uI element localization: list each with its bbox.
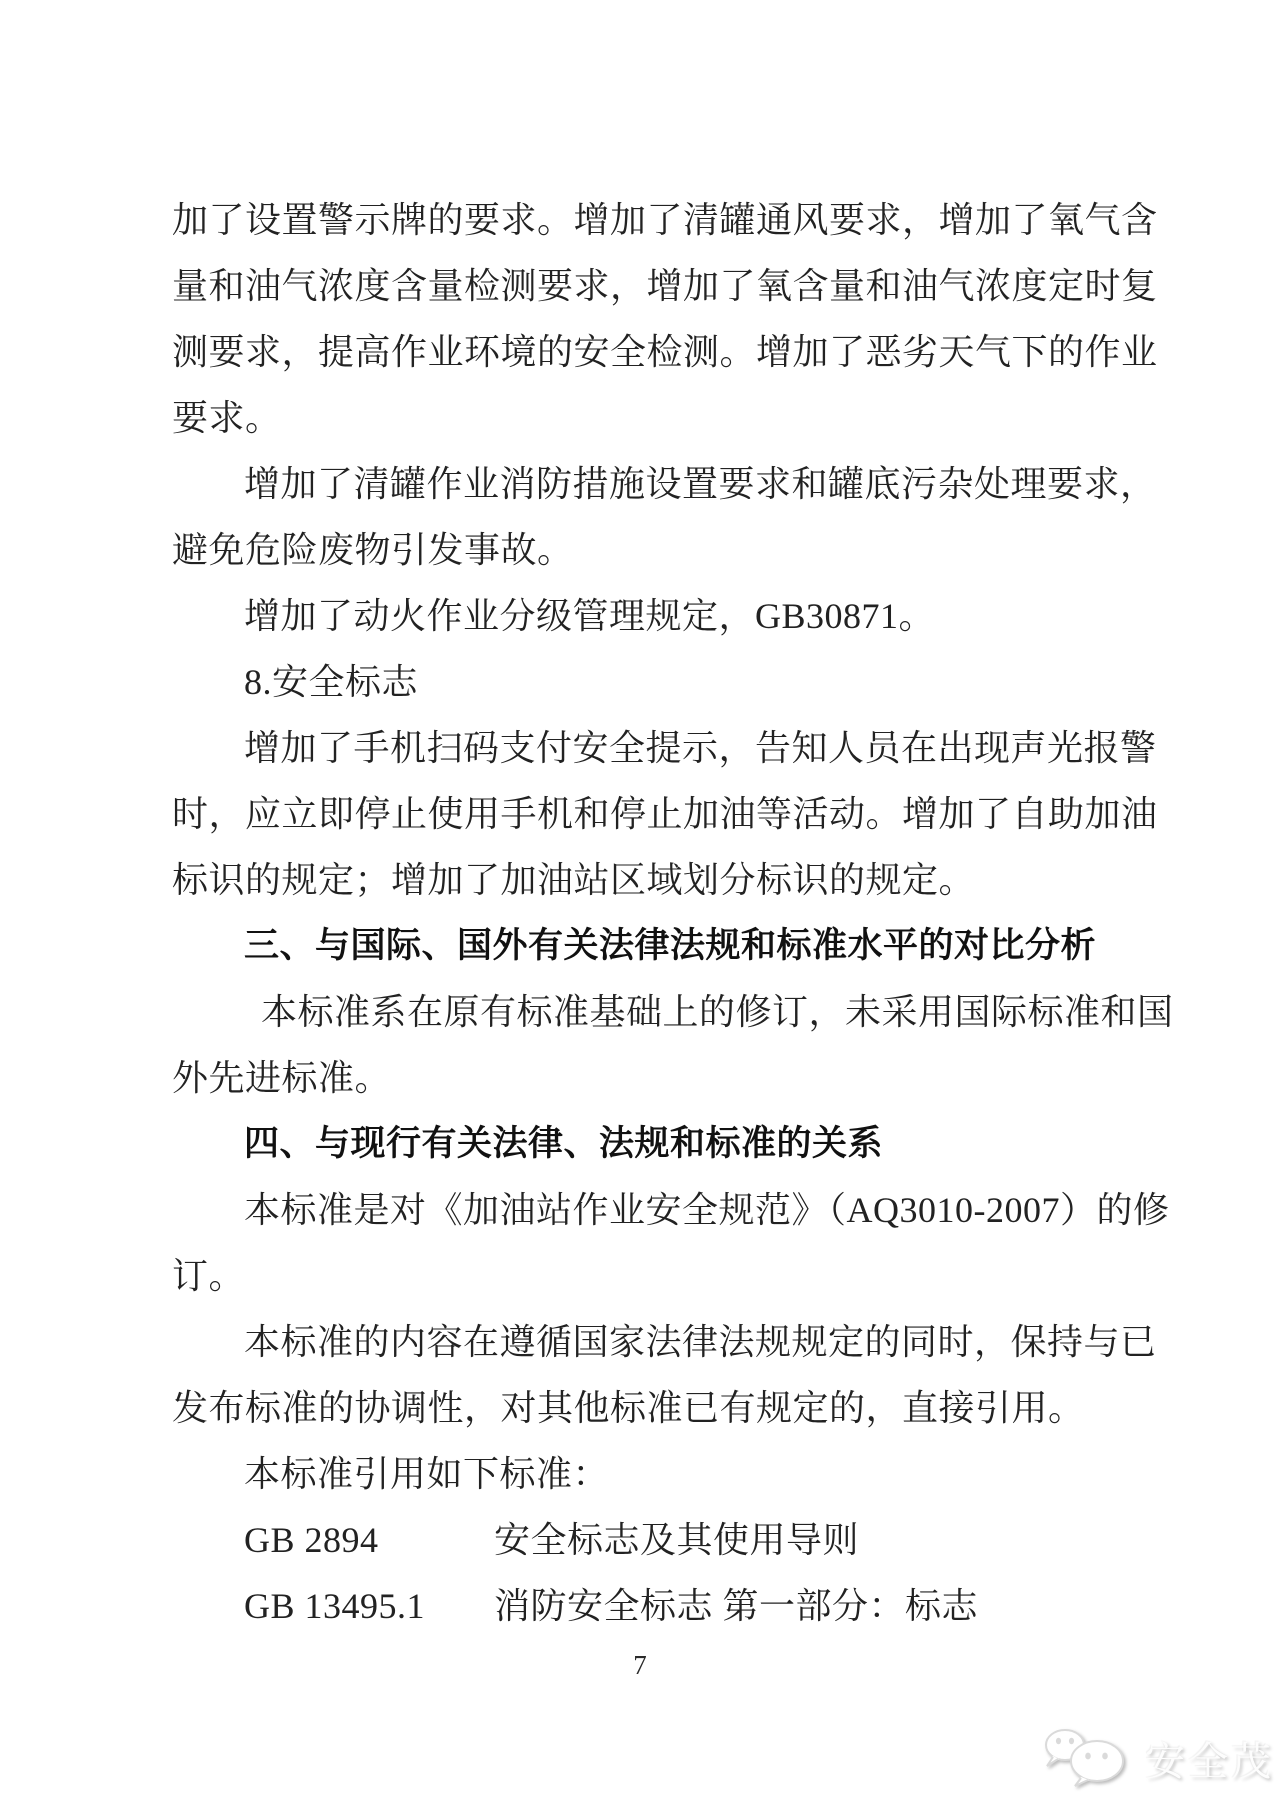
- text-line: 标识的规定；增加了加油站区域划分标识的规定。: [172, 860, 976, 900]
- text-line: 本标准是对《加油站作业安全规范》（AQ3010-2007）的修: [244, 1190, 1170, 1230]
- watermark: [1039, 1728, 1274, 1788]
- text-line: 本标准的内容在遵循国家法律法规规定的同时，保持与已: [244, 1322, 1157, 1362]
- section-heading-3: 三、与国际、国外有关法律法规和标准水平的对比分析: [244, 926, 1097, 965]
- text-line: 增加了清罐作业消防措施设置要求和罐底污杂处理要求，: [244, 464, 1157, 504]
- section-heading-4: 四、与现行有关法律、法规和标准的关系: [244, 1124, 884, 1163]
- text-line: 量和油气浓度含量检测要求，增加了氧含量和油气浓度定时复: [172, 266, 1158, 306]
- text-line: 订。: [172, 1256, 246, 1296]
- gb-reference-row: [172, 1573, 1150, 1639]
- gb-standard-title: 安全标志及其使用导则: [494, 1520, 860, 1560]
- gb-standard-code: GB 2894: [244, 1520, 379, 1560]
- text-line: 避免危险废物引发事故。: [172, 530, 574, 570]
- wechat-icon: [1039, 1728, 1135, 1788]
- gb-standard-title: 消防安全标志 第一部分：标志: [494, 1586, 979, 1626]
- document-body: [172, 187, 1174, 1639]
- subsection-heading: 8.安全标志: [244, 662, 419, 702]
- text-line: 增加了动火作业分级管理规定，GB30871。: [244, 596, 936, 636]
- gb-standard-code: GB 13495.1: [244, 1586, 426, 1626]
- text-line: 测要求，提高作业环境的安全检测。增加了恶劣天气下的作业: [172, 332, 1158, 372]
- page-number: 7: [633, 1650, 647, 1680]
- text-line: 发布标准的协调性，对其他标准已有规定的，直接引用。: [172, 1388, 1085, 1428]
- text-line: 增加了手机扫码支付安全提示，告知人员在出现声光报警: [244, 728, 1157, 768]
- text-line: 外先进标准。: [172, 1058, 392, 1098]
- text-line: 要求。: [172, 398, 282, 438]
- gb-reference-row: [172, 1507, 1150, 1573]
- text-line: 时，应立即停止使用手机和停止加油等活动。增加了自助加油: [172, 794, 1158, 834]
- text-line: 加了设置警示牌的要求。增加了清罐通风要求，增加了氧气含: [172, 200, 1158, 240]
- watermark-label: 安全茂: [1145, 1739, 1274, 1784]
- text-line: 本标准系在原有标准基础上的修订，未采用国际标准和国: [261, 992, 1174, 1032]
- text-line: 本标准引用如下标准：: [244, 1454, 610, 1494]
